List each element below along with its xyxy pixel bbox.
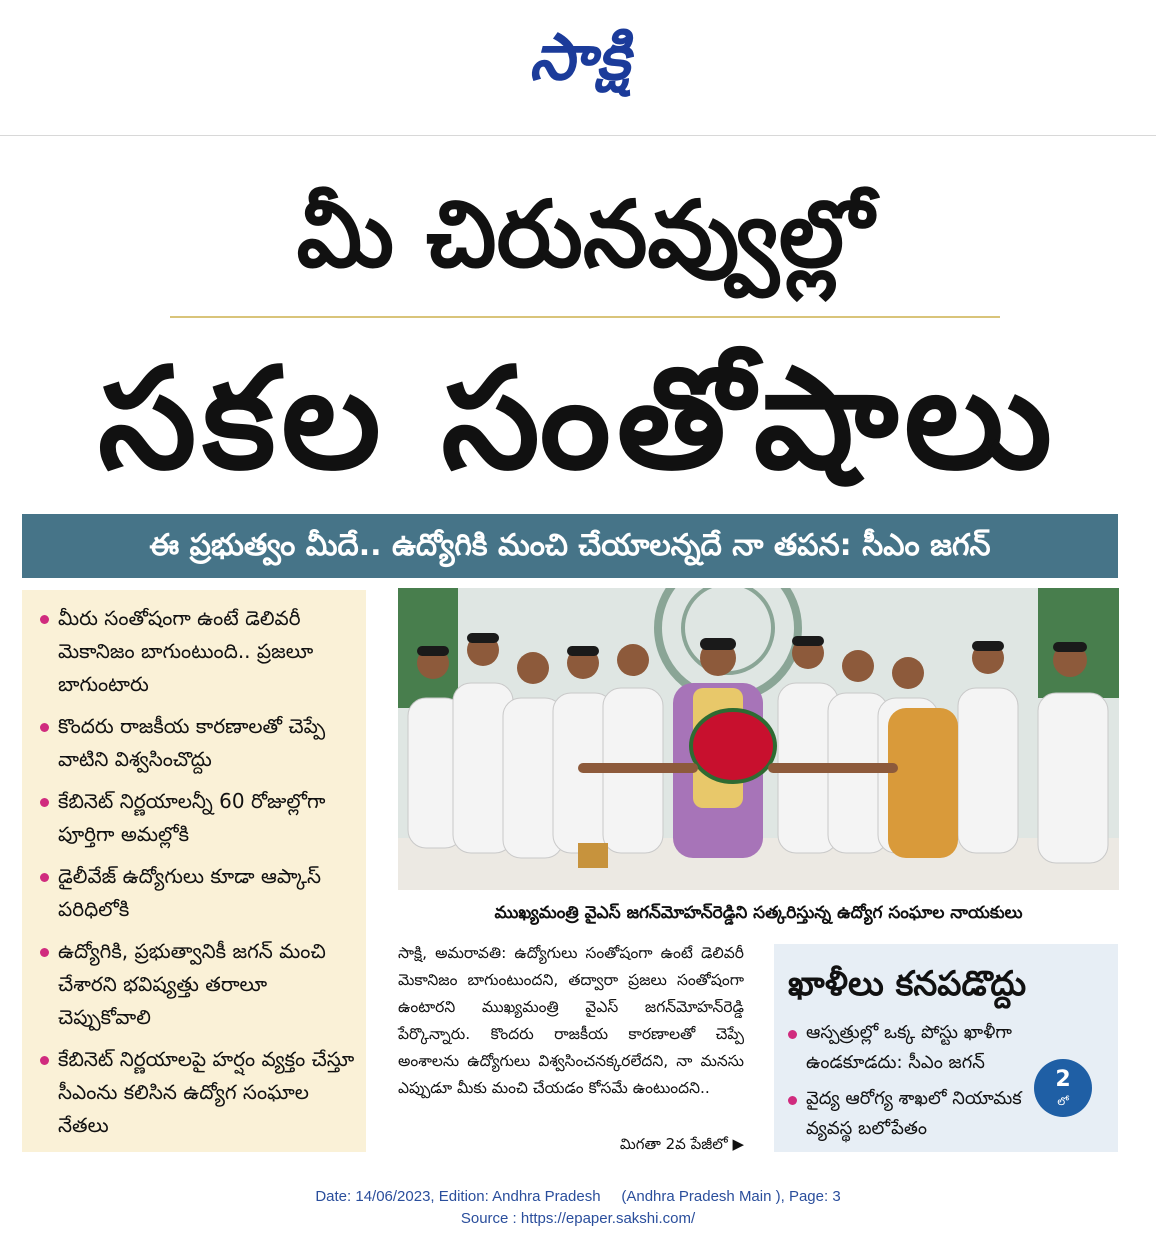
highlights-box — [22, 590, 366, 1152]
footer-source[interactable]: Source : https://epaper.sakshi.com/ — [460, 1210, 696, 1227]
highlight-item — [40, 602, 356, 701]
bullet-icon — [788, 1096, 797, 1105]
highlight-text: కేబినెట్ నిర్ణయాలపై హర్షం వ్యక్తం చేస్తూ సీఎంను కలిసిన ఉద్యోగ సంఘాల నేతలు — [58, 1047, 355, 1137]
vacancies-item — [788, 1084, 1048, 1144]
bullet-icon — [40, 798, 49, 807]
news-photo[interactable] — [398, 588, 1119, 890]
bullet-icon — [40, 615, 49, 624]
highlight-item — [40, 1043, 356, 1142]
vacancies-item — [788, 1018, 1048, 1078]
story-body: సాక్షి, అమరావతి: ఉద్యోగులు సంతోషంగా ఉంటే డెలివరీ మెకానిజం బాగుంటుందని, తద్వారా ప్రజలు సంతోషంగా ఉంటారని ముఖ్యమంత్రి వైఎస్ జగన్‌మోహన్‌రెడ్డి పేర్కొన్నారు. కొందరు రాజకీయ కారణాలతో చెప్పే అంశాలను ఉద్యోగులు విశ్వసించనక్కరలేదని, నా మనసు ఎప్పుడూ మీకు మంచి చేయడం కోసమే ఉంటుందని.. — [398, 944, 744, 1097]
masthead-divider — [0, 135, 1156, 136]
vacancies-title: ఖాళీలు కనపడొద్దు — [788, 964, 1027, 1004]
badge-number: 2 — [1055, 1067, 1071, 1092]
highlight-text: మీరు సంతోషంగా ఉంటే డెలివరీ మెకానిజం బాగుంటుంది.. ప్రజలూ బాగుంటారు — [58, 606, 314, 696]
bullet-icon — [40, 873, 49, 882]
photo-illustration — [398, 588, 1119, 890]
highlight-item — [40, 860, 356, 926]
logo-text: సాక్షి — [529, 21, 631, 95]
continued-text: మిగతా 2వ పేజీలో — [619, 1135, 728, 1153]
highlight-text: ఉద్యోగికి, ప్రభుత్వానికీ జగన్ మంచి చేశారని భవిష్యత్తు తరాలూ చెప్పుకోవాలి — [58, 939, 326, 1029]
sakshi-logo[interactable] — [460, 8, 700, 108]
vacancies-box — [774, 944, 1118, 1152]
masthead — [0, 0, 1156, 130]
bullet-icon — [40, 948, 49, 957]
page-badge[interactable] — [1034, 1059, 1092, 1117]
continued-link[interactable] — [560, 1132, 744, 1156]
highlight-text: డైలీవేజ్ ఉద్యోగులు కూడా ఆప్కాస్ పరిధిలోకి — [58, 864, 322, 921]
bullet-icon — [788, 1030, 797, 1039]
vacancies-item-text: వైద్య ఆరోగ్య శాఖలో నియామక వ్యవస్థ బలోపేతం — [806, 1088, 1022, 1139]
highlight-item — [40, 935, 356, 1034]
bullet-icon — [40, 723, 49, 732]
vacancies-item-text: ఆస్పత్రుల్లో ఒక్క పోస్టు ఖాళీగా ఉండకూడదు: సీఎం జగన్ — [806, 1022, 1013, 1073]
play-arrow-icon: ▶ — [732, 1135, 744, 1153]
headline-line2: సకల సంతోషాలు — [98, 338, 1058, 501]
highlight-text: కొందరు రాజకీయ కారణాలతో చెప్పే వాటిని విశ్వసించొద్దు — [58, 714, 326, 771]
headline-line1: మీ చిరునవ్వుల్లో — [296, 181, 874, 288]
bullet-icon — [40, 1056, 49, 1065]
subhead-bar — [22, 514, 1118, 578]
footer-date-edition: Date: 14/06/2023, Edition: Andhra Pradesh (Andhra Pradesh Main ), Page: 3 — [315, 1188, 841, 1205]
badge-sub: లో — [1057, 1095, 1069, 1108]
highlight-item — [40, 785, 356, 851]
highlight-text: కేబినెట్ నిర్ణయాలన్నీ 60 రోజుల్లోగా పూర్తిగా అమల్లోకి — [58, 789, 326, 846]
headline-divider — [170, 316, 1000, 318]
highlight-item — [40, 710, 356, 776]
photo-caption: ముఖ్యమంత్రి వైఎస్ జగన్‌మోహన్‌రెడ్డిని సత్కరిస్తున్న ఉద్యోగ సంఘాల నాయకులు — [494, 903, 1023, 923]
subhead-text: ఈ ప్రభుత్వం మీదే.. ఉద్యోగికి మంచి చేయాలన్నదే నా తపన: సీఎం జగన్ — [149, 528, 991, 563]
footer — [0, 1186, 1156, 1236]
